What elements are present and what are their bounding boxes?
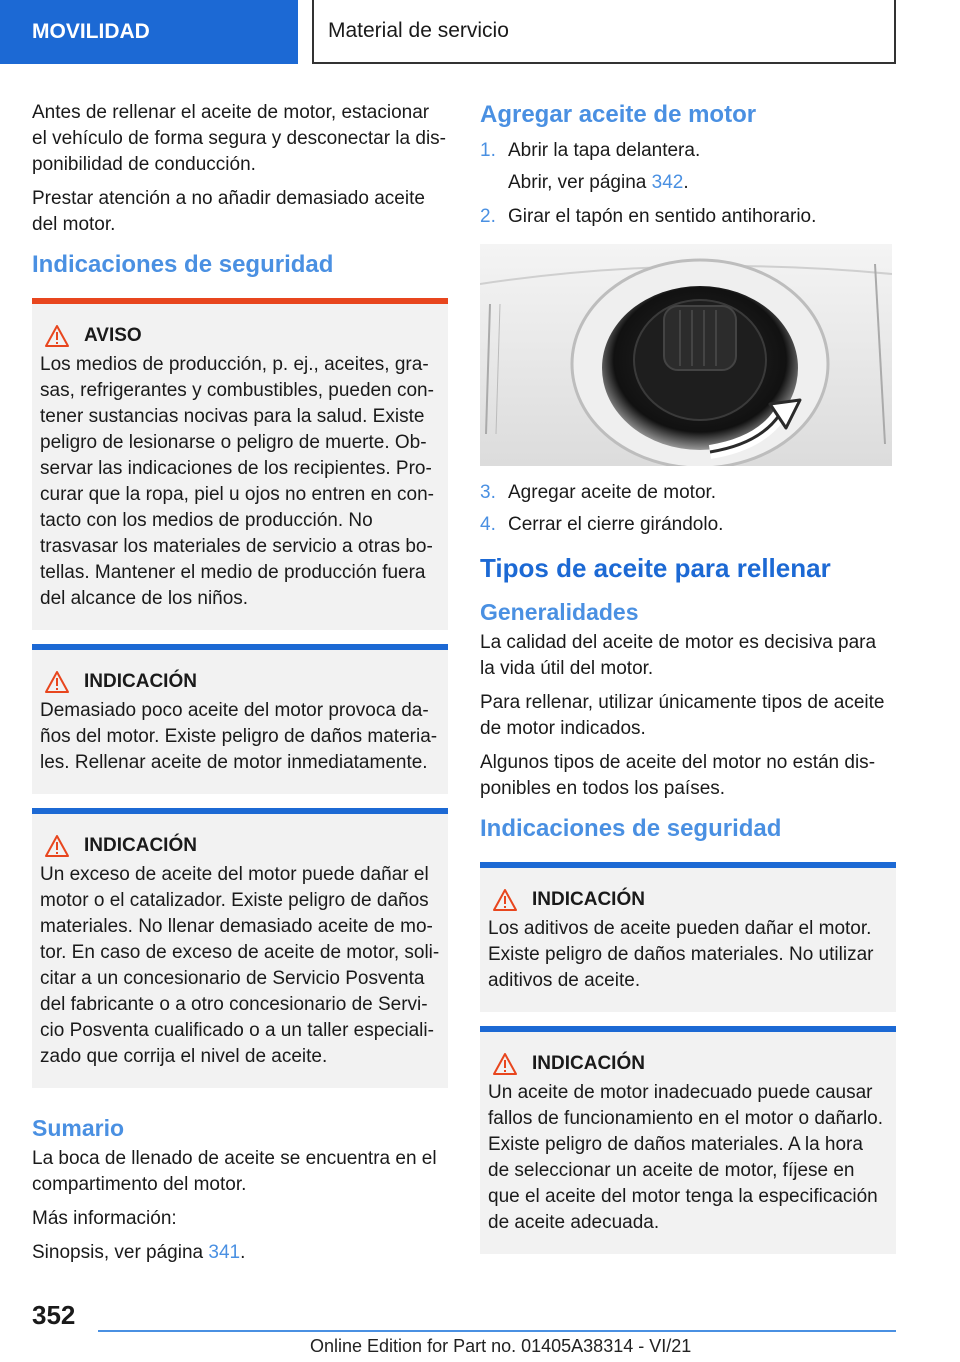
intro-paragraph: Antes de rellenar el aceite de motor, estacionar el vehículo de forma segura y desconectar la disponibilidad de conducción. [32,102,446,175]
warning-triangle-icon [492,1052,518,1076]
warning-label: AVISO [84,325,142,346]
more-info-label: Más información: [32,1208,177,1229]
notice-text: Un exceso de aceite del motor puede dañar el motor o el catalizador. Existe peligro de daños materiales. No llenar demasiado aceite de motor. En caso de exceso de aceite de motor, solicitar a un concesionario de Servicio Posventa del fabricante o a otro concesionario de Servicio Posventa cualificado o a un taller especializado que corrija el nivel de aceite. [40,864,440,1067]
notice-header [488,1032,888,1076]
notice-header [40,650,440,694]
warning-box [32,298,448,630]
footer-divider [98,1330,896,1332]
notice-label: INDICACIÓN [84,671,197,692]
reference-suffix: . [683,172,689,193]
step-number: 4. [480,514,496,535]
page-link[interactable]: 342 [651,172,684,193]
notice-box [32,644,448,794]
section-tab [0,0,298,64]
step-number: 1. [480,140,496,161]
step-text: Abrir la tapa delantera. [508,140,701,161]
general-heading: Generalidades [480,599,639,625]
general-paragraph: La calidad del aceite de motor es decisiva para la vida útil del motor. [480,632,877,679]
warning-header [40,304,440,348]
step-text: Cerrar el cierre girándolo. [508,514,724,535]
notice-header [488,868,888,912]
reference-prefix: Sinopsis, ver página [32,1242,209,1263]
reference-suffix: . [240,1242,246,1263]
notice-box [480,1026,896,1254]
list-item [480,138,896,164]
notice-label: INDICACIÓN [532,1053,645,1074]
warning-triangle-icon [492,888,518,912]
open-reference [480,170,896,196]
chapter-title: Material de servicio [328,19,509,42]
synopsis-reference [32,1240,448,1266]
section-label: MOVILIDAD [32,20,150,43]
list-item [480,480,896,506]
intro-paragraph: Prestar atención a no añadir demasiado aceite del motor. [32,188,425,235]
notice-text: Demasiado poco aceite del motor provoca daños del motor. Existe peligro de daños materiales. Rellenar aceite de motor inmediatamente. [40,700,438,773]
step-text: Girar el tapón en sentido antihorario. [508,206,817,227]
notice-box [480,862,896,1012]
right-column [480,100,896,1268]
steps-list [480,480,896,538]
add-oil-heading: Agregar aceite de motor [480,101,757,128]
notice-label: INDICACIÓN [84,835,197,856]
left-column [32,100,448,1274]
steps-list [480,204,896,230]
summary-text: La boca de llenado de aceite se encuentra en el compartimento del motor. [32,1148,437,1195]
page-link[interactable]: 341 [208,1242,241,1263]
notice-header [40,814,440,858]
warning-triangle-icon [44,834,70,858]
safety-heading: Indicaciones de seguridad [480,815,782,842]
step-number: 2. [480,206,496,227]
chapter-title-box [312,0,896,64]
general-paragraph: Para rellenar, utilizar únicamente tipos de aceite de motor indicados. [480,692,885,739]
edition-note: Online Edition for Part no. 01405A38314 - VI/21 [310,1336,692,1356]
step-number: 3. [480,482,496,503]
notice-text: Un aceite de motor inadecuado puede causar fallos de funcionamiento en el motor o dañarlo. Existe peligro de daños materiales. A la hora de seleccionar un aceite de motor, fíjese en que el aceite del motor tenga la especificación de aceite adecuada. [488,1082,884,1233]
list-item [480,204,896,230]
steps-list [480,138,896,164]
oil-cap-illustration [480,244,892,466]
step-text: Agregar aceite de motor. [508,482,717,503]
page-number: 352 [32,1300,76,1330]
notice-box [32,808,448,1088]
general-paragraph: Algunos tipos de aceite del motor no están disponibles en todos los países. [480,752,876,799]
warning-text: Los medios de producción, p. ej., aceites, grasas, refrigerantes y combustibles, pueden contener sustancias nocivas para la salud. Existe peligro de lesionarse o peligro de muerte. Observar las indicaciones de los recipientes. Procurar que la ropa, piel u ojos no entren en contacto con los medios de producción. No trasvasar los materiales de servicio a otras botellas. Mantener el medio de producción fuera del alcance de los niños. [40,354,434,609]
reference-prefix: Abrir, ver página [508,172,652,193]
warning-triangle-icon [44,670,70,694]
warning-triangle-icon [44,324,70,348]
oil-types-heading: Tipos de aceite para rellenar [480,553,831,583]
summary-heading: Sumario [32,1115,125,1141]
safety-heading: Indicaciones de seguridad [32,251,334,278]
list-item [480,512,896,538]
notice-label: INDICACIÓN [532,889,645,910]
notice-text: Los aditivos de aceite pueden dañar el motor. Existe peligro de daños materiales. No utilizar aditivos de aceite. [488,918,874,991]
